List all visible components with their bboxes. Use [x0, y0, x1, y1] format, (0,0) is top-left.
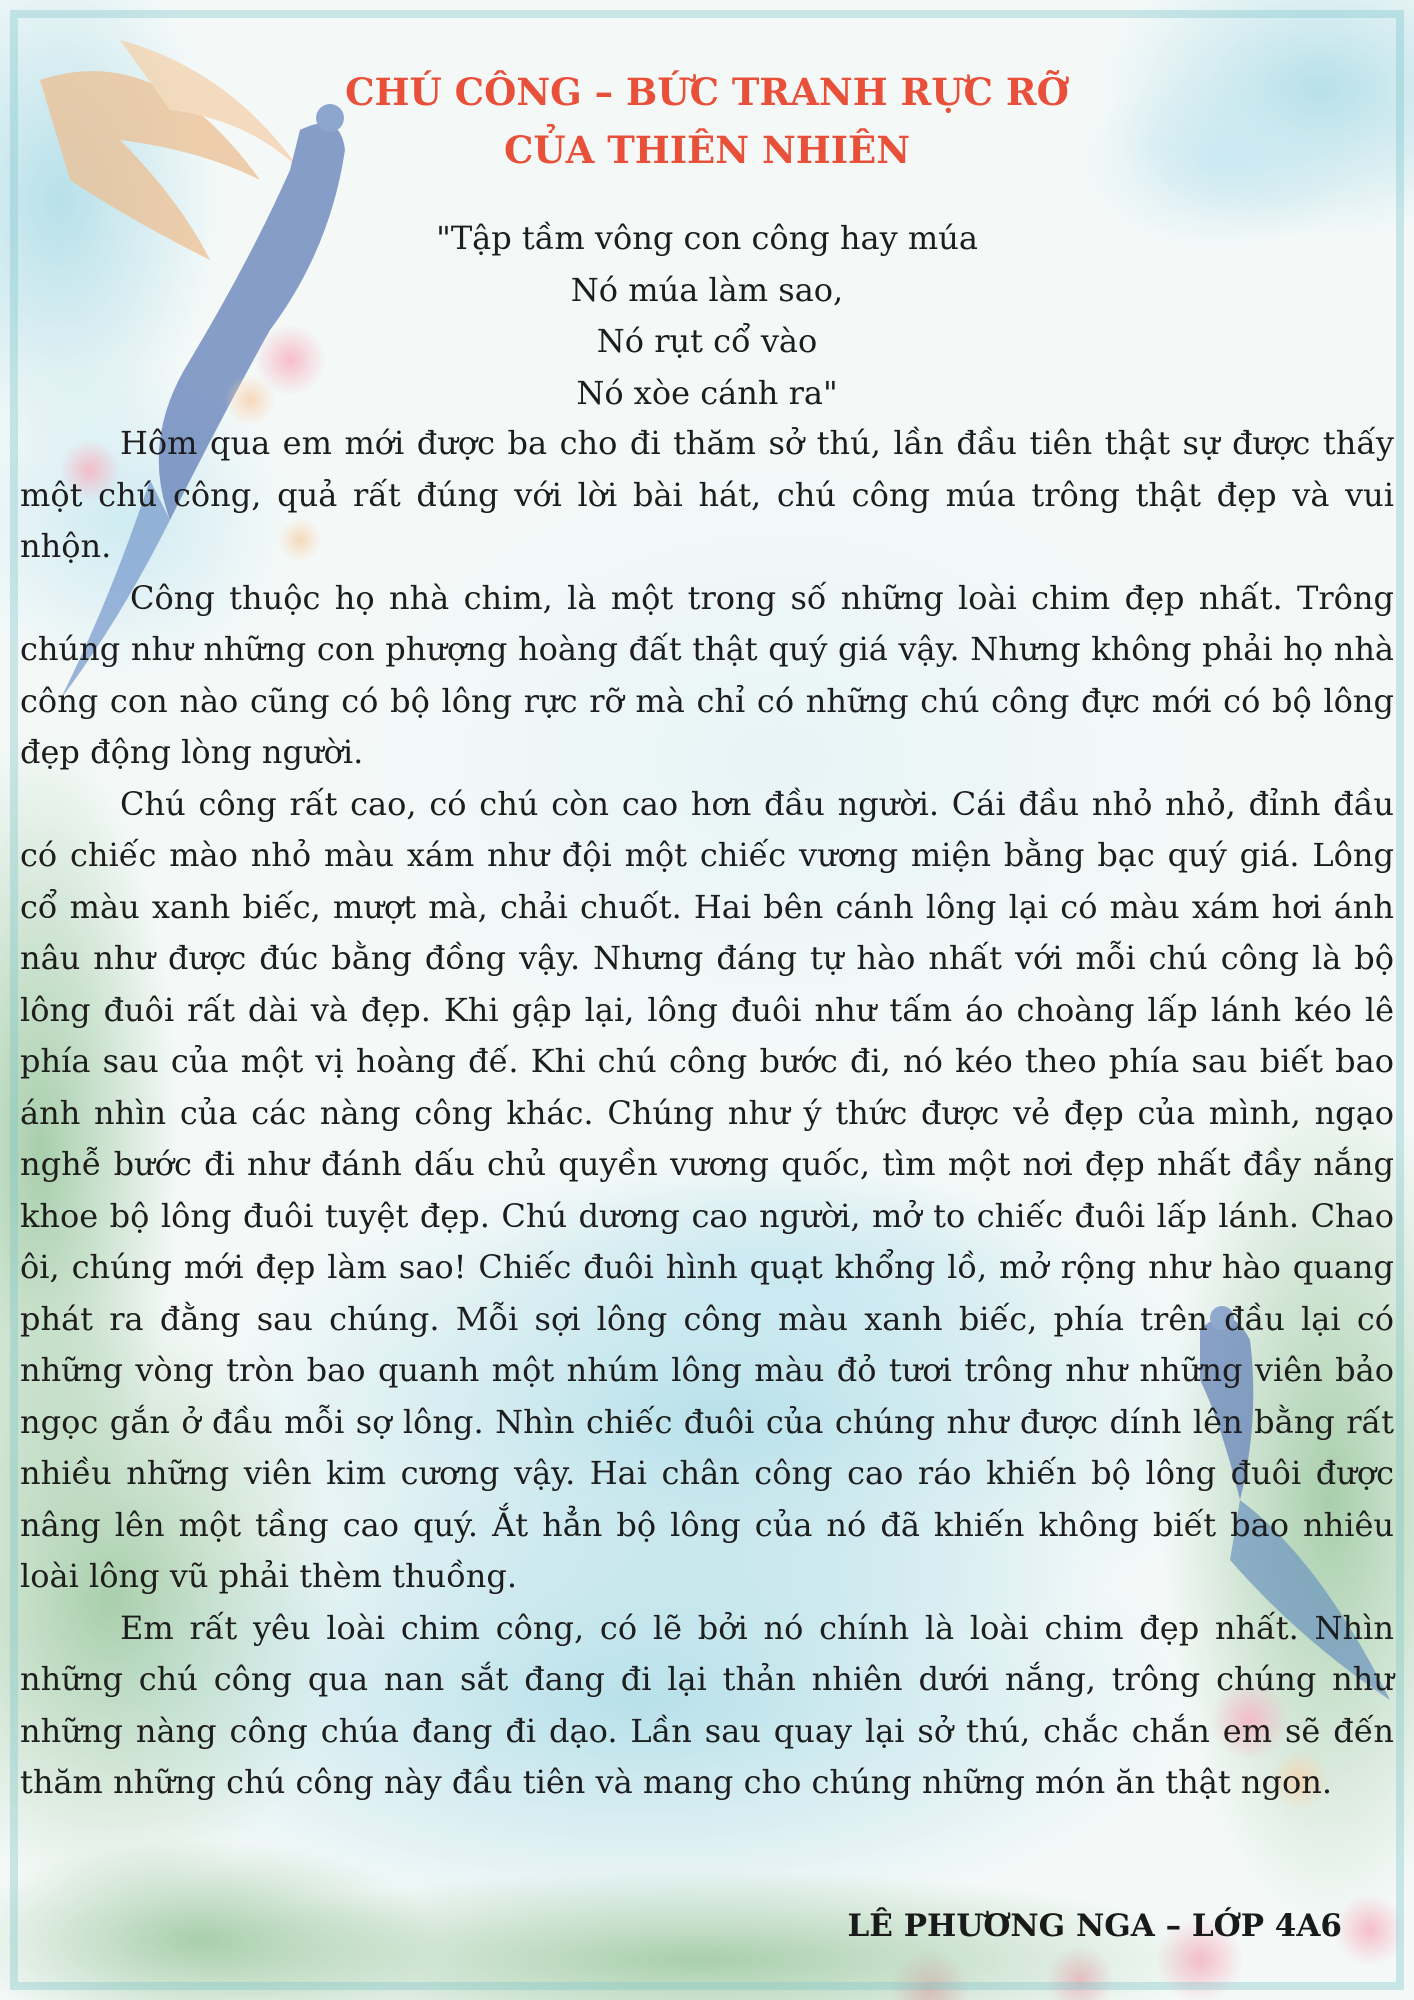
essay-body: [20, 418, 1394, 1809]
paragraph-description: Công thuộc họ nhà chim, là một trong số những loài chim đẹp nhất. Trông chúng như những con phượng hoàng đất thật quý giá vậy. Nhưng không phải họ nhà công con nào cũng có bộ lông rực rỡ mà chỉ có những chú công đực mới có bộ lông đẹp động lòng người.: [20, 578, 1394, 771]
paragraph-conclusion: Em rất yêu loài chim công, có lẽ bởi nó chính là loài chim đẹp nhất. Nhìn những chú công qua nan sắt đang đi lại thản nhiên dưới nắng, trông chúng như những nàng công chúa đang đi dạo. Lần sau quay lại sở thú, chắc chắn em sẽ đến thăm những chú công này đầu tiên và mang cho chúng những món ăn thật ngon.: [20, 1608, 1394, 1801]
poem-line: "Tập tầm vông con công hay múa: [436, 219, 978, 257]
title-line-1: CHÚ CÔNG – BỨC TRANH RỰC RỠ: [345, 70, 1069, 114]
author-signature: LÊ PHƯƠNG NGA – LỚP 4A6: [847, 1908, 1342, 1944]
poem-block: [0, 213, 1414, 419]
poem-line: Nó múa làm sao,: [570, 270, 844, 309]
paragraph-intro: Hôm qua em mới được ba cho đi thăm sở thú, lần đầu tiên thật sự được thấy một chú công, quả rất đúng với lời bài hát, chú công múa trông thật đẹp và vui nhộn.: [20, 424, 1394, 565]
title-line-2: CỦA THIÊN NHIÊN: [503, 128, 911, 172]
poem-line: Nó rụt cổ vào: [596, 322, 818, 360]
paragraph-details: Chú công rất cao, có chú còn cao hơn đầu người. Cái đầu nhỏ nhỏ, đỉnh đầu có chiếc mào nhỏ màu xám như đội một chiếc vương miện bằng bạc quý giá. Lông cổ màu xanh biếc, mượt mà, chải chuốt. Hai bên cánh lông lại có màu xám hơi ánh nâu như được đúc bằng đồng vậy. Nhưng đáng tự hào nhất với mỗi chú công là bộ lông đuôi rất dài và đẹp. Khi gập lại, lông đuôi như tấm áo choàng lấp lánh kéo lê phía sau của một vị hoàng đế. Khi chú công bước đi, nó kéo theo phía sau biết bao ánh nhìn của các nàng công khác. Chúng như ý thức được vẻ đẹp của mình, ngạo nghễ bước đi như đánh dấu chủ quyền vương quốc, tìm một nơi đẹp nhất đầy nắng khoe bộ lông đuôi tuyệt đẹp. Chú dương cao người, mở to chiếc đuôi lấp lánh. Chao ôi, chúng mới đẹp làm sao! Chiếc đuôi hình quạt khổng lồ, mở rộng như hào quang phát ra đằng sau chúng. Mỗi sợi lông công màu xanh biếc, phía trên đầu lại có những vòng tròn bao quanh một nhúm lông màu đỏ tươi trông như những viên bảo ngọc gắn ở đầu mỗi sợ lông. Nhìn chiếc đuôi của chúng như được dính lên bằng rất nhiều những viên kim cương vậy. Hai chân công cao ráo khiến bộ lông đuôi được nâng lên một tầng cao quý. Ắt hẳn bộ lông của nó đã khiến không biết bao nhiêu loài lông vũ phải thèm thuồng.: [20, 784, 1394, 1595]
poem-line: Nó xòe cánh ra": [576, 373, 838, 412]
